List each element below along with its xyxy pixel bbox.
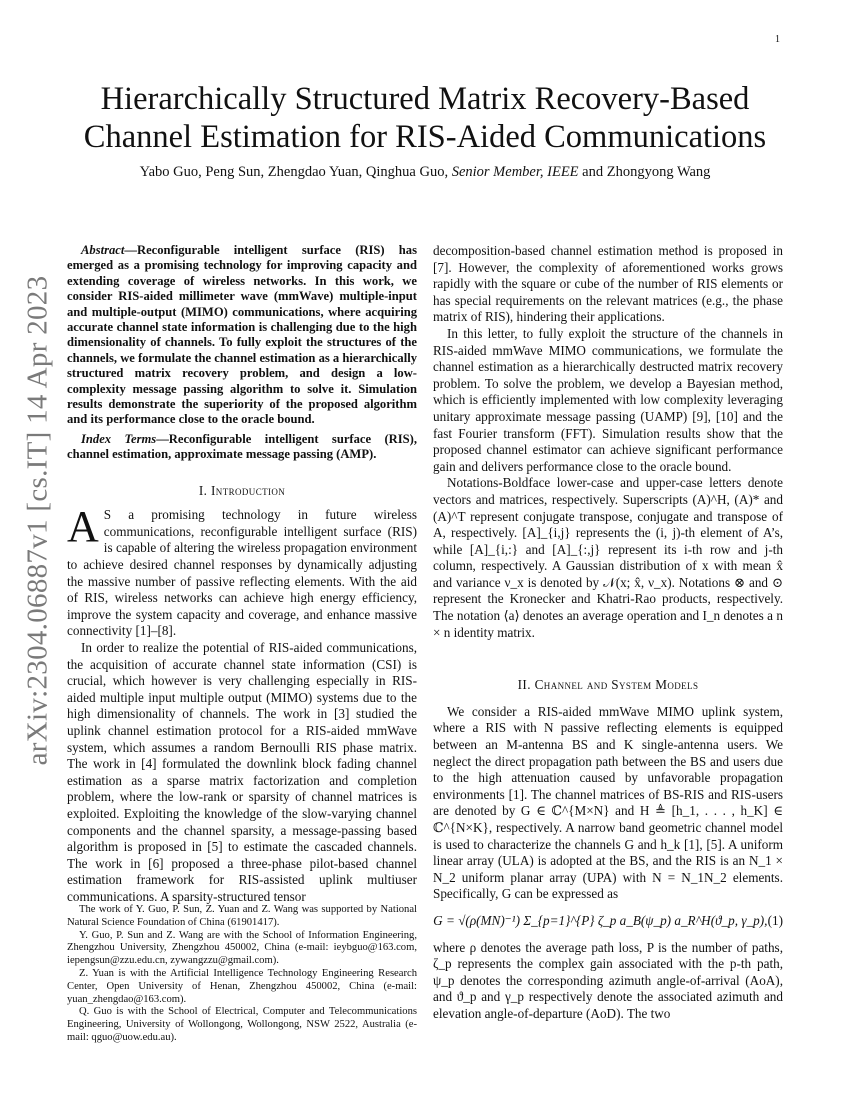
section-heading-introduction <box>67 483 417 500</box>
notations-paragraph: Notations-Boldface lower-case and upper-case letters denote vectors and matrices, respectively. Superscripts (A)^H, (A)* and (A)^T represent conjugate transpose, conjugate and transpose of A, respectively. [A]_{i,j} represents the (i, j)-th element of A’s, while [A]_{i,:} and [A]_{:,j} represent its i-th row and j-th column, respectively. A Gaussian distribution of x with mean x̂ and variance ν_x is denoted by 𝒩(x; x̂, ν_x). Notations ⊗ and ⊙ represent the Kronecker and Khatri-Rao products, respectively. The notation ⟨a⟩ denotes an average operation and I_n denotes a n × n identity matrix. <box>433 475 783 640</box>
equation-1-body: G = √(ρ(MN)⁻¹) Σ_{p=1}^{P} ζ_p a_B(ψ_p) a_R^H(ϑ_p, γ_p), <box>433 912 768 928</box>
right-column <box>433 243 783 1023</box>
section1-numeral: I. <box>198 482 211 498</box>
intro-paragraph-1 <box>67 502 417 640</box>
section-heading-channel-models <box>433 677 783 694</box>
title-line-1: Hierarchically Structured Matrix Recovery-Based <box>100 81 750 117</box>
intro-paragraph-2: In order to realize the potential of RIS-aided communications, the acquisition of accurate channel state information (CSI) is crucial, which however is very challenging especially in RIS-aided multiple input multiple output (MIMO) systems due to the high dimensionality of channels. The work in [3] studied the uplink channel estimation protocol for a RIS-aided mmWave system, which assumes a random Bernoulli RIS phase matrix. The work in [4] formulated the downlink block fading channel estimation as a sparse matrix factorization and completion problem, where the low-rank or sparsity of channel matrices is exploited. Exploiting the knowledge of the slow-varying channel components and the channel sparsity, a message-passing based algorithm is proposed in [5] to estimate the cascaded channels. The work in [6] proposed a three-phase pilot-based channel estimation framework for RIS-assisted uplink multiuser communications. A sparsity-structured tensor <box>67 640 417 904</box>
index-terms-label: Index Terms <box>81 431 157 446</box>
footnotes <box>67 904 417 1045</box>
system-paragraph-2: where ρ denotes the average path loss, P is the number of paths, ζ_p represents the complex gain associated with the p-th path, ψ_p denotes the corresponding azimuth angle-of-arrival (AoA), and ϑ_p and γ_p respectively denote the associated azimuth and elevation angle-of-departure (AoD). The two <box>433 939 783 1021</box>
footnote-affiliation-3: Q. Guo is with the School of Electrical, Computer and Telecommunications Engineering, University of Wollongong, Wollongong, NSW 2522, Australia (e-mail: qguo@uow.edu.au). <box>67 1006 417 1043</box>
author-role: Senior Member, IEEE <box>451 164 579 180</box>
left-column <box>67 243 417 906</box>
drop-cap: A <box>67 502 99 552</box>
index-terms-text: —Reconfigurable intelligent surface (RIS), channel estimation, approximate message passing (AMP). <box>67 431 417 462</box>
section2-numeral: II. <box>517 677 535 693</box>
footnote-affiliation-1: Y. Guo, P. Sun and Z. Wang are with the School of Information Engineering, Zhengzhou University, Zhengzhou 450002, China (e-mail: ieybguo@163.com, iepengsun@zzu.edu.cn, zywangzzu@gmail.com). <box>67 929 417 967</box>
system-paragraph-1: We consider a RIS-aided mmWave MIMO uplink system, where a RIS with N passive reflecting elements is equipped between an M-antenna BS and K single-antenna users. We neglect the direct propagation path between the BS and users due to the high attenuation caused by unfavorable propagation environments [1]. The channel matrices of BS-RIS and RIS-users are denoted by G ∈ ℂ^{M×N} and H ≜ [h_1, . . . , h_K] ∈ ℂ^{N×K}, respectively. A narrow band geometric channel model is used to characterize the channels G and h_k [1], [5]. A uniform linear array (ULA) is adopted at the BS, and the RIS is an N_1 × N_2 uniform planar array (UPA) with N = N_1N_2 elements. Specifically, G can be expressed as <box>433 703 783 902</box>
index-terms <box>67 432 417 463</box>
footnote-affiliation-2: Z. Yuan is with the Artificial Intelligence Technology Engineering Research Center, Open University of Henan, Zhengzhou 450002, China (e-mail: yuan_zhengdao@163.com). <box>67 967 417 1005</box>
author-last: and Zhongyong Wang <box>582 164 711 180</box>
arxiv-stamp <box>8 260 68 780</box>
intro-paragraph-3: decomposition-based channel estimation method is proposed in [7]. However, the complexity of aforementioned works grows rapidly with the square or cube of the number of RIS elements or has special requirements on the relevant matrices (e.g., the phase matrix of RIS), hindering their applications. <box>433 243 783 325</box>
equation-1-number: (1) <box>767 912 783 928</box>
equation-1 <box>433 913 783 930</box>
author-names: Yabo Guo, Peng Sun, Zhengdao Yuan, Qinghua Guo, <box>139 164 449 180</box>
arxiv-stamp-text: arXiv:2304.06887v1 [cs.IT] 14 Apr 2023 <box>21 275 54 765</box>
section2-title: Channel and System Models <box>534 677 699 693</box>
title-line-2: Channel Estimation for RIS-Aided Communications <box>83 119 767 155</box>
author-list <box>60 164 790 181</box>
footnote-funding: The work of Y. Guo, P. Sun, Z. Yuan and Z. Wang was supported by National Natural Science Foundation of China (61901417). <box>67 904 417 928</box>
intro-p1-text: S a promising technology in future wireless communications, reconfigurable intelligent surface (RIS) is capable of altering the wireless propagation environment to achieve desired channel responses by dynamically adjusting the massive number of passive reflecting elements. With the aid of RIS, wireless networks can achieve high energy efficiency, improve the system capacity and coverage, and enhance massive connectivity [1]–[8]. <box>67 507 417 639</box>
abstract-text: —Reconfigurable intelligent surface (RIS) has emerged as a promising technology for improving capacity and extending coverage of wireless networks. In this work, we consider RIS-aided millimeter wave (mmWave) multiple-input and multiple-output (MIMO) communications, where acquiring accurate channel state information is challenging due to the high dimensionality of channels. To fully exploit the structures of the channels, we formulate the channel estimation as a hierarchically structured matrix recovery problem, and design a low-complexity message passing algorithm to solve it. Simulation results demonstrate the superiority of the proposed algorithm and its performance close to the oracle bound. <box>67 243 417 427</box>
abstract-label: Abstract <box>81 243 125 257</box>
intro-paragraph-4: In this letter, to fully exploit the structure of the channels in RIS-aided mmWave MIMO communications, we formulate the channel estimation as a hierarchically destructed matrix recovery problem. To solve the problem, we develop a Bayesian method, which is efficiently implemented with low complexity leveraging unitary approximate message passing (UAMP) [9], [10] and the fast Fourier transform (FFT). Simulation results show that the proposed channel estimator can achieve significant performance gain and delivers performance close to the oracle bound. <box>433 325 783 474</box>
paper-title <box>60 80 790 156</box>
page-number: 1 <box>775 34 780 45</box>
section1-title: Introduction <box>211 482 286 498</box>
abstract <box>67 243 417 428</box>
